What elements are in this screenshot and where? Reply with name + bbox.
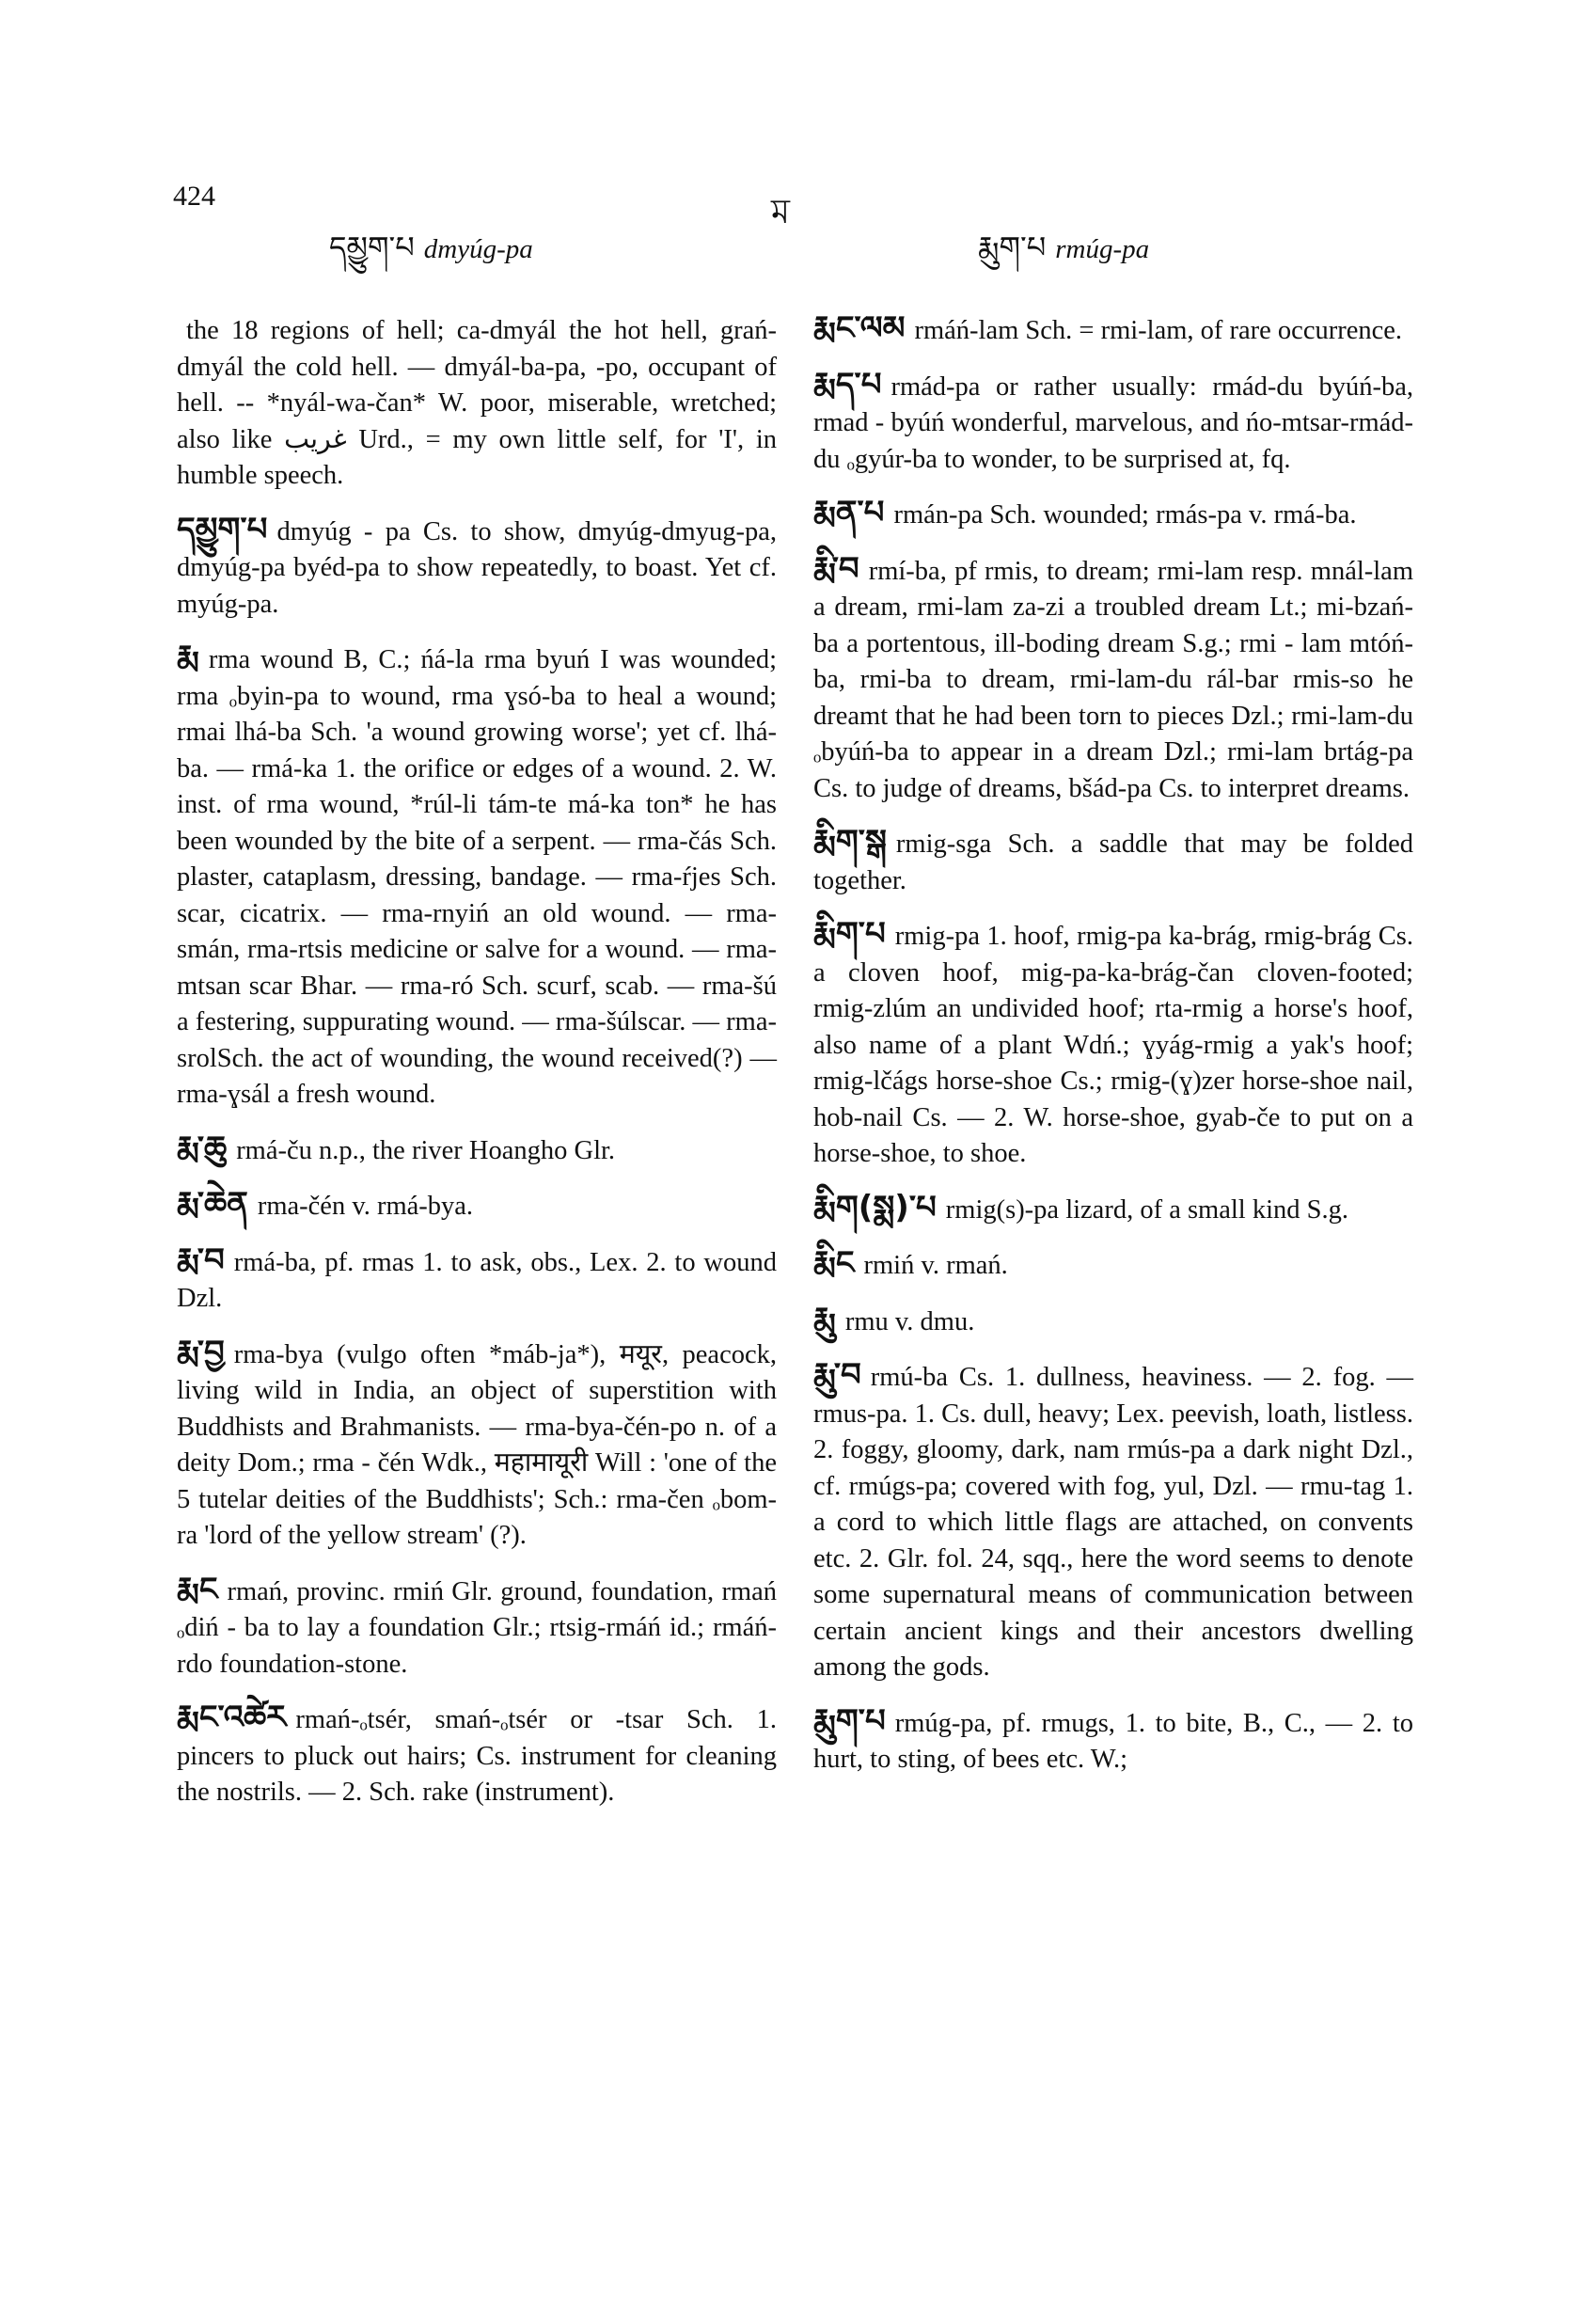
entry-text: rmań-ₒtsér, smań-ₒtsér or -tsar Sch. 1. pincers to pluck out hairs; Cs. instrument for cleaning the nostrils. — 2. Sch. rake (instrument).: [177, 1705, 777, 1807]
entry-text: rmú-ba Cs. 1. dullness, heaviness. — 2. fog. — rmus-pa. 1. Cs. dull, heavy; Lex. peevish, loath, listless. 2. foggy, gloomy, dark, nam rmús-pa a dark night Dzl., cf. rmúgs-pa; covered with fog, yul, Dzl. — rmu-tag 1. a cord to which little flags are attached, on convents etc. 2. Glr. fol. 24, sqq., here the word seems to denote some supernatural means of communication between certain ancient kings and their ancestors dwelling among the gods.: [813, 1363, 1413, 1682]
dictionary-entry: [813, 824, 1413, 899]
entry-headword: རྨ: [177, 639, 199, 676]
entry-headword: རྨིག་པ: [813, 915, 886, 953]
dictionary-entry: [177, 1335, 777, 1555]
header-letter: ম: [771, 193, 790, 230]
entry-text: rmiń v. rmań.: [863, 1251, 1008, 1280]
running-head-left-tibetan: དམྱུག་པ: [329, 229, 415, 265]
entry-text: rmu v. dmu.: [844, 1306, 975, 1336]
entry-headword: རྨུག་པ: [813, 1701, 886, 1740]
entry-headword: རྨ་བྱ: [177, 1333, 225, 1371]
entry-text: rmád-pa or rather usually: rmád-du byúń-ba, rmad - byúń wonderful, marvelous, and ńo-mtsar-rmád-du ₒgyúr-ba to wonder, to be surprised at, fq.: [813, 372, 1413, 474]
dictionary-entry: [813, 1302, 1413, 1341]
running-head-left-translit: dmyúg-pa: [423, 234, 533, 264]
entry-text: rmúg-pa, pf. rmugs, 1. to bite, B., C., — 2. to hurt, to sting, of bees etc. W.;: [813, 1708, 1413, 1774]
entry-headword: རྨང་ལམ: [813, 309, 906, 347]
dictionary-entry: [813, 551, 1413, 808]
dictionary-entry: [177, 640, 777, 1114]
entry-headword: རྨན་པ: [813, 494, 885, 531]
entry-text: rmig(s)-pa lizard, of a small kind S.g.: [945, 1194, 1348, 1225]
entry-text: rmá-ču n.p., the river Hoangho Glr.: [236, 1135, 616, 1165]
dictionary-entry: [813, 310, 1413, 350]
entry-text: the 18 regions of hell; ca-dmyál the hot hell, grań-dmyál the cold hell. — dmyál-ba-pa, -po, occupant of hell. -- *nyál-wa-čan* W. poor, miserable, wretched; also like غريب Urd., = my own little self, for 'I', in humble speech.: [177, 316, 777, 490]
dictionary-entry: [177, 512, 777, 624]
entry-headword: རྨི་བ: [813, 549, 859, 588]
entry-text: rma wound B, C.; ńá-la rma byuń I was wounded; rma ₒbyin-pa to wound, rma ɣsó-ba to heal a wound; rmai lhá-ba Sch. 'a wound growing worse'; yet cf. lhá-ba. — rmá-ka 1. the orifice or edges of a wound. 2. W. inst. of rma wound, *rúl-li tám-te má-ka ton* he has been wounded by the bite of a serpent. — rma-čás Sch. plaster, cataplasm, dressing, bandage. — rma-ŕjes Sch. scar, cicatrix. — rma-rnyiń an old wound. — rma-smán, rma-rtsis medicine or salve for a wound. — rma-mtsan scar Bhar. — rma-ró Sch. scurf, scab. — rma-šú a festering, suppurating wound. — rma-šúlscar. — rma-srolSch. the act of wounding, the wound received(?) — rma-ɣsál a fresh wound.: [177, 645, 777, 1109]
entry-headword: རྨུ་བ: [813, 1356, 861, 1394]
entry-headword: རྨད་པ: [813, 365, 882, 403]
dictionary-entry: [813, 1245, 1413, 1285]
entry-text: rmań, provinc. rmiń Glr. ground, foundation, rmań ₒdiń - ba to lay a foundation Glr.; rtsig-rmáń id.; rmáń-rdo foundation-stone.: [177, 1576, 777, 1679]
running-head-right: [978, 214, 1149, 299]
entry-headword: རྨིག་སྒ: [813, 823, 887, 861]
page-number: 424: [173, 181, 215, 212]
entry-text: rmí-ba, pf rmis, to dream; rmi-lam resp. mnál-lam a dream, rmi-lam za-zi a troubled dream Lt.; mi-bzań-ba a portentous, ill-boding dream S.g.; rmi - lam mtóń-ba, rmi-ba to dream, rmi-lam-du rál-bar rmis-so he dreamt that he had been torn to pieces Dzl.; rmi-lam-du ₒbyúń-ba to appear in a dream Dzl.; rmi-lam brtág-pa Cs. to judge of dreams, bšád-pa Cs. to interpret dreams.: [813, 556, 1413, 803]
entry-headword: རྨ་ཆེན: [177, 1185, 248, 1223]
running-head-right-tibetan: རྨུག་པ: [978, 229, 1047, 265]
running-head-left: [329, 214, 533, 299]
entry-text: rmig-sga Sch. a saddle that may be folded together.: [813, 830, 1413, 895]
entry-headword: རྨིང: [813, 1244, 855, 1282]
dictionary-entry: [813, 916, 1413, 1173]
entry-headword: རྨང་འཚེར: [177, 1699, 287, 1736]
dictionary-entry: [177, 1130, 777, 1170]
entry-headword: རྨང: [177, 1570, 218, 1608]
entry-headword: རྨུ: [813, 1300, 836, 1338]
entry-text: rmá-ba, pf. rmas 1. to ask, obs., Lex. 2. to wound Dzl.: [177, 1247, 777, 1313]
entry-headword: རྨ་ཆུ: [177, 1129, 228, 1167]
entry-headword: རྨ་བ: [177, 1241, 225, 1279]
running-head-right-translit: rmúg-pa: [1055, 234, 1150, 264]
dictionary-entry: [813, 495, 1413, 534]
entry-text: rma-čén v. rmá-bya.: [257, 1192, 474, 1221]
entry-text: dmyúg - pa Cs. to show, dmyúg-dmyug-pa, dmyúg-pa byéd-pa to show repeatedly, to boast. Yet cf. myúg-pa.: [177, 516, 777, 619]
dictionary-entry: [813, 367, 1413, 479]
dictionary-entry: [177, 1572, 777, 1684]
entry-headword: དམྱུག་པ: [177, 510, 268, 548]
entry-text: rmig-pa 1. hoof, rmig-pa ka-brág, rmig-brág Cs. a cloven hoof, mig-pa-ka-brág-čan cloven-footed; rmig-zlúm an undivided hoof; rta-rmig a horse's hoof, also name of a plant Wdń.; ɣyág-rmig a yak's hoof; rmig-lčágs horse-shoe Cs.; rmig-(ɣ)zer horse-shoe nail, hob-nail Cs. — 2. W. horse-shoe, gyab-če to put on a horse-shoe, to shoe.: [813, 922, 1413, 1168]
dictionary-entry: [177, 1186, 777, 1225]
dictionary-entry: [813, 1357, 1413, 1686]
dictionary-entry: [813, 1190, 1413, 1229]
entry-headword: རྨིག(སྨ)་པ: [813, 1188, 937, 1226]
dictionary-entry: [177, 1242, 777, 1318]
entry-text: rma-bya (vulgo often *máb-ja*), मयूर, peacock, living wild in India, an object of superstition with Buddhists and Brahmanists. — rma-bya-čén-po n. of a deity Dom.; rma - čén Wdk., महामायूरी Will : 'one of the 5 tutelar deities of the Buddhists'; Sch.: rma-čen ₒbom-ra 'lord of the yellow stream' (?).: [177, 1339, 777, 1550]
entry-text: rmáń-lam Sch. = rmi-lam, of rare occurrence.: [914, 316, 1403, 345]
dictionary-entry: [177, 310, 777, 495]
left-column: [177, 310, 777, 1828]
entry-text: rmán-pa Sch. wounded; rmás-pa v. rmá-ba.: [893, 500, 1357, 530]
dictionary-entry: [177, 1700, 777, 1811]
right-column: [813, 310, 1413, 1795]
dictionary-entry: [813, 1703, 1413, 1779]
